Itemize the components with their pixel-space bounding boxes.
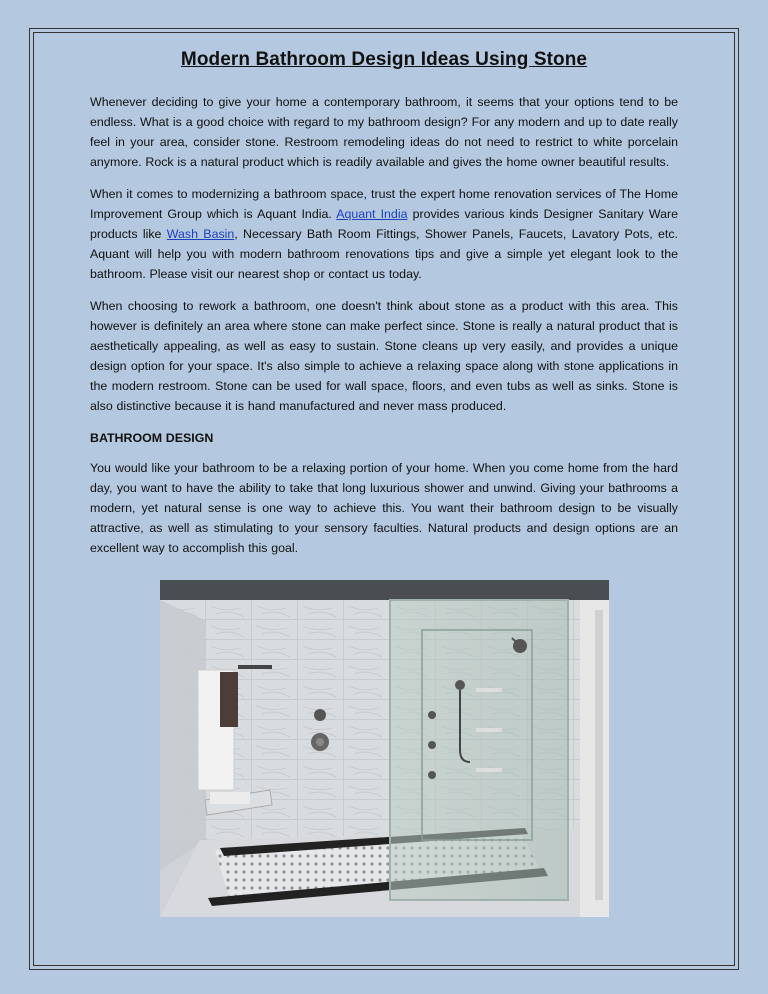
section-heading: BATHROOM DESIGN [90, 431, 214, 445]
paragraph-text: provides various kinds Designer Sanitary Ware products like [90, 207, 678, 241]
paragraph-stone: When choosing to rework a bathroom, one doesn't think about stone as a product with this area. This however is definitely an area where stone can make perfect since. Stone is really a natural product that is aesthetically appealing, as well as easy to sustain. Stone cleans up very easily, and provides a unique design option for your space. It's also simple to achieve a relaxing space along with stone applications in the modern restroom. Stone can be used for wall space, floors, and even tubs as well as sinks. Stone is also distinctive because it is hand manufactured and never mass produced. [90, 299, 678, 413]
paragraph-text: When it comes to modernizing a bathroom space, trust the expert home renovation services of The Home Improvement Group which is Aquant India. [90, 187, 678, 221]
aquant-india-link[interactable]: Aquant India [336, 207, 408, 221]
bathroom-illustration [160, 580, 609, 917]
wash-basin-link[interactable]: Wash Basin [166, 227, 235, 241]
glass-panel [390, 600, 568, 900]
document-body [90, 48, 678, 570]
paragraph-bathroom-design: You would like your bathroom to be a relaxing portion of your home. When you come home from the hard day, you want to have the ability to take that long luxurious shower and unwind. Giving your bathrooms a modern, yet natural sense is one way to achieve this. You want their bathroom design to be visually attractive, as well as stimulating to your sensory faculties. Natural products and design options are an excellent way to accomplish this goal. [90, 461, 678, 555]
paragraph-intro: Whenever deciding to give your home a contemporary bathroom, it seems that your options tend to be endless. What is a good choice with regard to my bathroom design? For any modern and up to date really feel in your area, consider stone. Restroom remodeling ideas do not need to restrict to white porcelain anymore. Rock is a natural product which is readily available and gives the home owner beautiful results. [90, 95, 678, 169]
paragraph-aquant [90, 184, 678, 284]
paragraph-text: , Necessary Bath Room Fittings, Shower Panels, Faucets, Lavatory Pots, etc. Aquant will help you with modern bathroom renovations tips and give a simple yet elegant look to the bathroom. Please visit our nearest shop or contact us today. [90, 227, 678, 281]
bathroom-photo [160, 580, 609, 917]
page-title: Modern Bathroom Design Ideas Using Stone [180, 49, 588, 70]
